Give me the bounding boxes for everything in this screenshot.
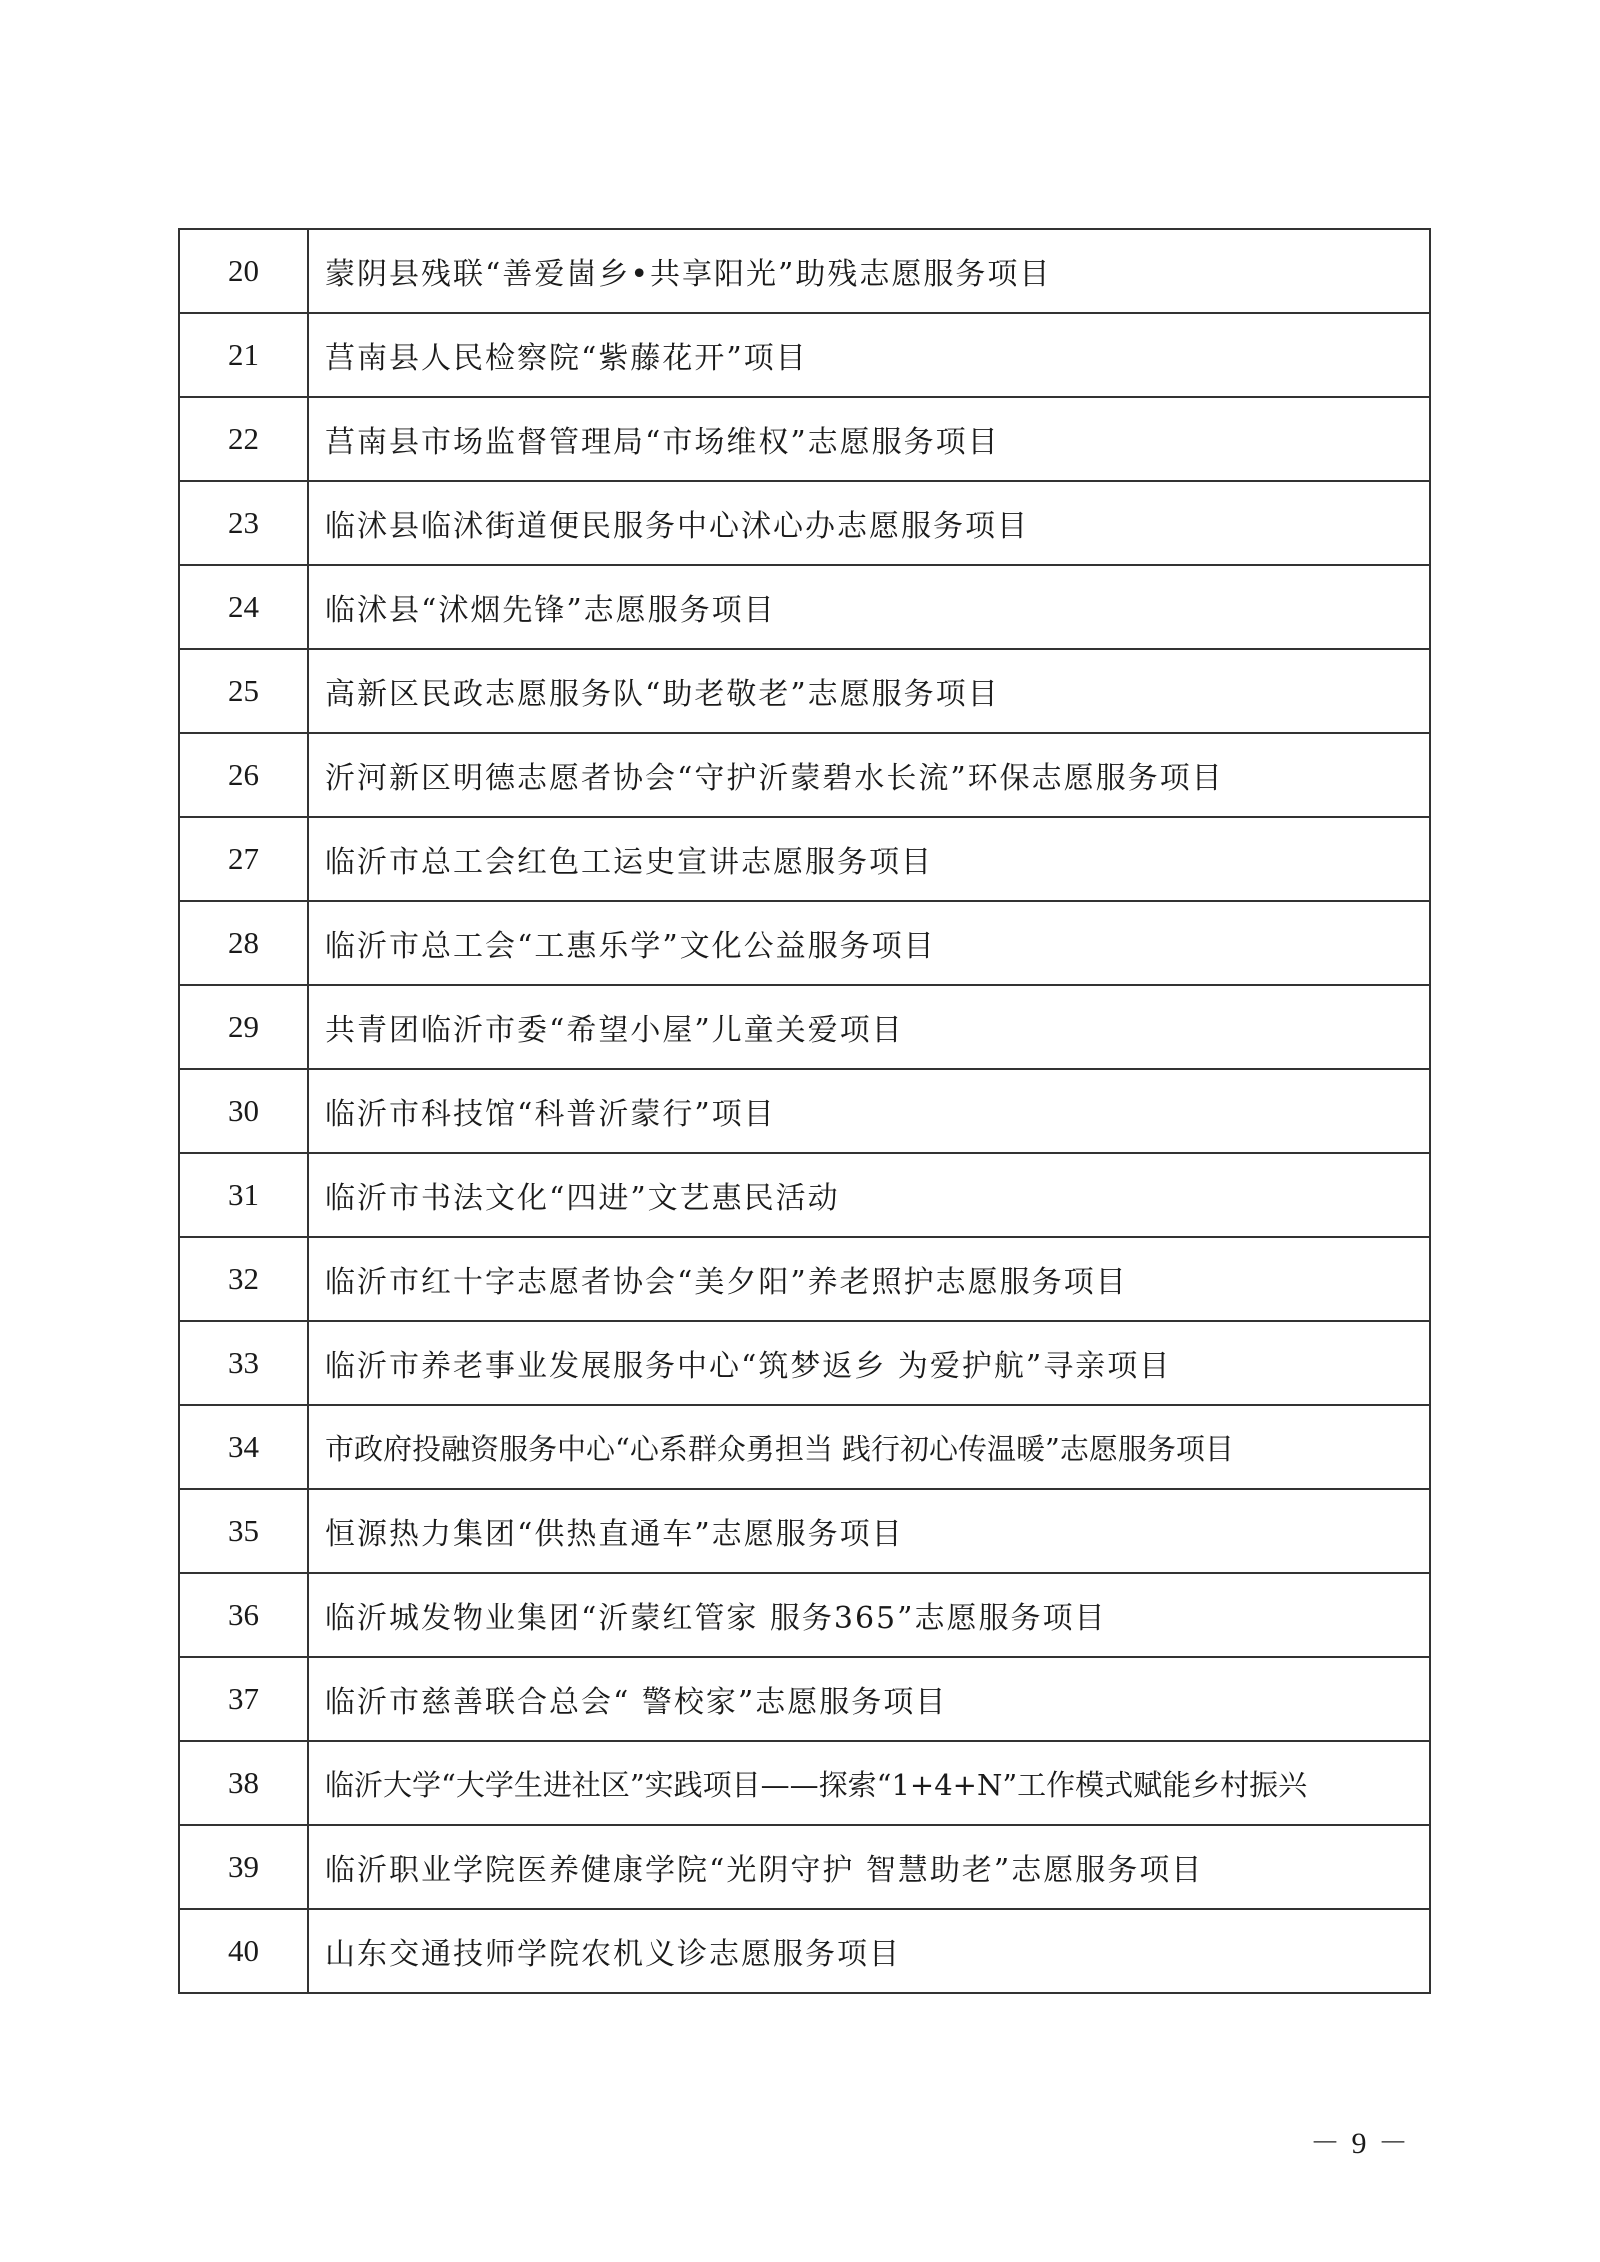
table-row xyxy=(179,397,1430,481)
project-name: 临沂大学“大学生进社区”实践项目——探索“1+4+N”工作模式赋能乡村振兴 xyxy=(308,1741,1430,1825)
table-row xyxy=(179,817,1430,901)
row-number: 38 xyxy=(179,1741,308,1825)
project-name: 山东交通技师学院农机义诊志愿服务项目 xyxy=(308,1909,1430,1993)
table-row xyxy=(179,1573,1430,1657)
table-row xyxy=(179,1153,1430,1237)
row-number: 28 xyxy=(179,901,308,985)
row-number: 31 xyxy=(179,1153,308,1237)
row-number: 40 xyxy=(179,1909,308,1993)
table-row xyxy=(179,1069,1430,1153)
page-number: － 9 － xyxy=(1310,2127,1410,2160)
table-row xyxy=(179,565,1430,649)
row-number: 30 xyxy=(179,1069,308,1153)
table-row xyxy=(179,1741,1430,1825)
table-row xyxy=(179,1825,1430,1909)
row-number: 26 xyxy=(179,733,308,817)
row-number: 32 xyxy=(179,1237,308,1321)
project-name: 沂河新区明德志愿者协会“守护沂蒙碧水长流”环保志愿服务项目 xyxy=(308,733,1430,817)
row-number: 39 xyxy=(179,1825,308,1909)
row-number: 27 xyxy=(179,817,308,901)
row-number: 25 xyxy=(179,649,308,733)
row-number: 29 xyxy=(179,985,308,1069)
project-name: 莒南县市场监督管理局“市场维权”志愿服务项目 xyxy=(308,397,1430,481)
table-row xyxy=(179,1489,1430,1573)
project-name: 恒源热力集团“供热直通车”志愿服务项目 xyxy=(308,1489,1430,1573)
table-row xyxy=(179,1657,1430,1741)
table-row xyxy=(179,649,1430,733)
table-row xyxy=(179,1321,1430,1405)
table-row xyxy=(179,1237,1430,1321)
table-row xyxy=(179,229,1430,313)
row-number: 22 xyxy=(179,397,308,481)
table-row xyxy=(179,481,1430,565)
table-row xyxy=(179,313,1430,397)
row-number: 20 xyxy=(179,229,308,313)
project-name: 共青团临沂市委“希望小屋”儿童关爱项目 xyxy=(308,985,1430,1069)
project-name: 莒南县人民检察院“紫藤花开”项目 xyxy=(308,313,1430,397)
project-name: 临沂市总工会红色工运史宣讲志愿服务项目 xyxy=(308,817,1430,901)
project-name: 临沂市总工会“工惠乐学”文化公益服务项目 xyxy=(308,901,1430,985)
project-name: 临沂市书法文化“四进”文艺惠民活动 xyxy=(308,1153,1430,1237)
row-number: 23 xyxy=(179,481,308,565)
project-name: 临沭县临沭街道便民服务中心沭心办志愿服务项目 xyxy=(308,481,1430,565)
row-number: 33 xyxy=(179,1321,308,1405)
project-name: 蒙阴县残联“善爱崮乡•共享阳光”助残志愿服务项目 xyxy=(308,229,1430,313)
project-name: 临沂市红十字志愿者协会“美夕阳”养老照护志愿服务项目 xyxy=(308,1237,1430,1321)
project-table-container xyxy=(178,228,1431,1994)
table-row xyxy=(179,733,1430,817)
project-name: 高新区民政志愿服务队“助老敬老”志愿服务项目 xyxy=(308,649,1430,733)
project-name: 临沂市科技馆“科普沂蒙行”项目 xyxy=(308,1069,1430,1153)
row-number: 34 xyxy=(179,1405,308,1489)
project-name: 临沂市养老事业发展服务中心“筑梦返乡 为爱护航”寻亲项目 xyxy=(308,1321,1430,1405)
row-number: 35 xyxy=(179,1489,308,1573)
project-name: 临沂城发物业集团“沂蒙红管家 服务365”志愿服务项目 xyxy=(308,1573,1430,1657)
row-number: 21 xyxy=(179,313,308,397)
project-name: 市政府投融资服务中心“心系群众勇担当 践行初心传温暖”志愿服务项目 xyxy=(308,1405,1430,1489)
project-name: 临沂职业学院医养健康学院“光阴守护 智慧助老”志愿服务项目 xyxy=(308,1825,1430,1909)
row-number: 36 xyxy=(179,1573,308,1657)
table-row xyxy=(179,985,1430,1069)
project-table-body xyxy=(179,229,1430,1993)
table-row xyxy=(179,1909,1430,1993)
project-name: 临沂市慈善联合总会“ 警校家”志愿服务项目 xyxy=(308,1657,1430,1741)
table-row xyxy=(179,901,1430,985)
row-number: 37 xyxy=(179,1657,308,1741)
project-name: 临沭县“沭烟先锋”志愿服务项目 xyxy=(308,565,1430,649)
project-table xyxy=(178,228,1431,1994)
row-number: 24 xyxy=(179,565,308,649)
table-row xyxy=(179,1405,1430,1489)
